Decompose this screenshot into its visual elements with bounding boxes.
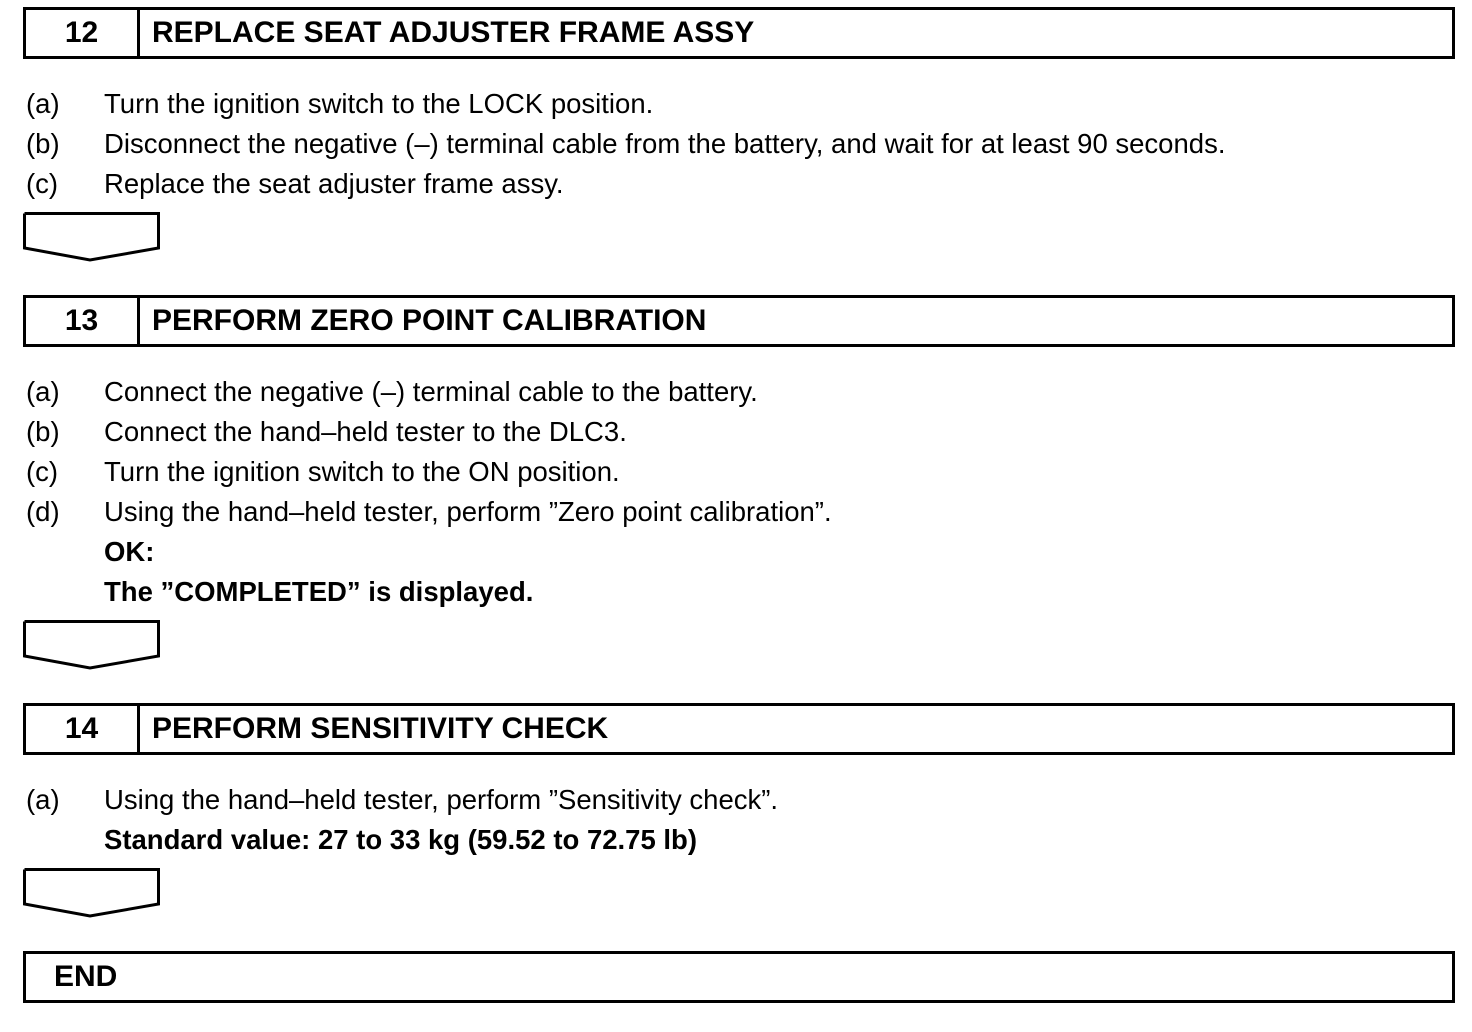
next-step-arrow-icon bbox=[23, 868, 160, 918]
item-letter: (b) bbox=[26, 416, 60, 447]
step-13-header bbox=[23, 295, 1455, 347]
step-item bbox=[26, 780, 1446, 820]
next-step-arrow-icon bbox=[23, 620, 160, 670]
step-item bbox=[26, 452, 1446, 492]
standard-value: Standard value: 27 to 33 kg (59.52 to 72.75 lb) bbox=[104, 824, 697, 855]
end-box bbox=[23, 951, 1455, 1003]
next-step-arrow-icon bbox=[23, 212, 160, 262]
item-letter: (d) bbox=[26, 496, 60, 527]
item-text: Turn the ignition switch to the ON position. bbox=[104, 456, 620, 487]
item-letter: (a) bbox=[26, 376, 60, 407]
step-item bbox=[26, 372, 1446, 412]
step-number: 13 bbox=[26, 298, 140, 344]
item-text: Connect the negative (–) terminal cable to the battery. bbox=[104, 376, 758, 407]
step-title: REPLACE SEAT ADJUSTER FRAME ASSY bbox=[152, 16, 755, 49]
item-letter: (a) bbox=[26, 88, 60, 119]
item-text: Connect the hand–held tester to the DLC3. bbox=[104, 416, 627, 447]
item-text: Disconnect the negative (–) terminal cable from the battery, and wait for at least 90 seconds. bbox=[104, 128, 1226, 159]
item-text: Turn the ignition switch to the LOCK position. bbox=[104, 88, 654, 119]
step-title: PERFORM ZERO POINT CALIBRATION bbox=[152, 304, 707, 337]
item-letter: (b) bbox=[26, 128, 60, 159]
item-letter: (c) bbox=[26, 456, 59, 487]
step-item bbox=[26, 124, 1446, 164]
ok-label: OK: bbox=[104, 536, 155, 567]
step-14-header bbox=[23, 703, 1455, 755]
item-letter: (c) bbox=[26, 168, 59, 199]
step-item bbox=[26, 164, 1446, 204]
end-label: END bbox=[54, 960, 118, 993]
step-title: PERFORM SENSITIVITY CHECK bbox=[152, 712, 609, 745]
item-text: Using the hand–held tester, perform ”Zero point calibration”. bbox=[104, 496, 832, 527]
item-letter: (a) bbox=[26, 784, 60, 815]
step-item bbox=[26, 84, 1446, 124]
item-text: Using the hand–held tester, perform ”Sensitivity check”. bbox=[104, 784, 779, 815]
step-12-header bbox=[23, 7, 1455, 59]
step-item bbox=[26, 492, 1446, 532]
ok-criteria: The ”COMPLETED” is displayed. bbox=[104, 576, 534, 607]
step-item bbox=[26, 412, 1446, 452]
step-number: 14 bbox=[26, 706, 140, 752]
step-number: 12 bbox=[26, 10, 140, 56]
item-text: Replace the seat adjuster frame assy. bbox=[104, 168, 564, 199]
